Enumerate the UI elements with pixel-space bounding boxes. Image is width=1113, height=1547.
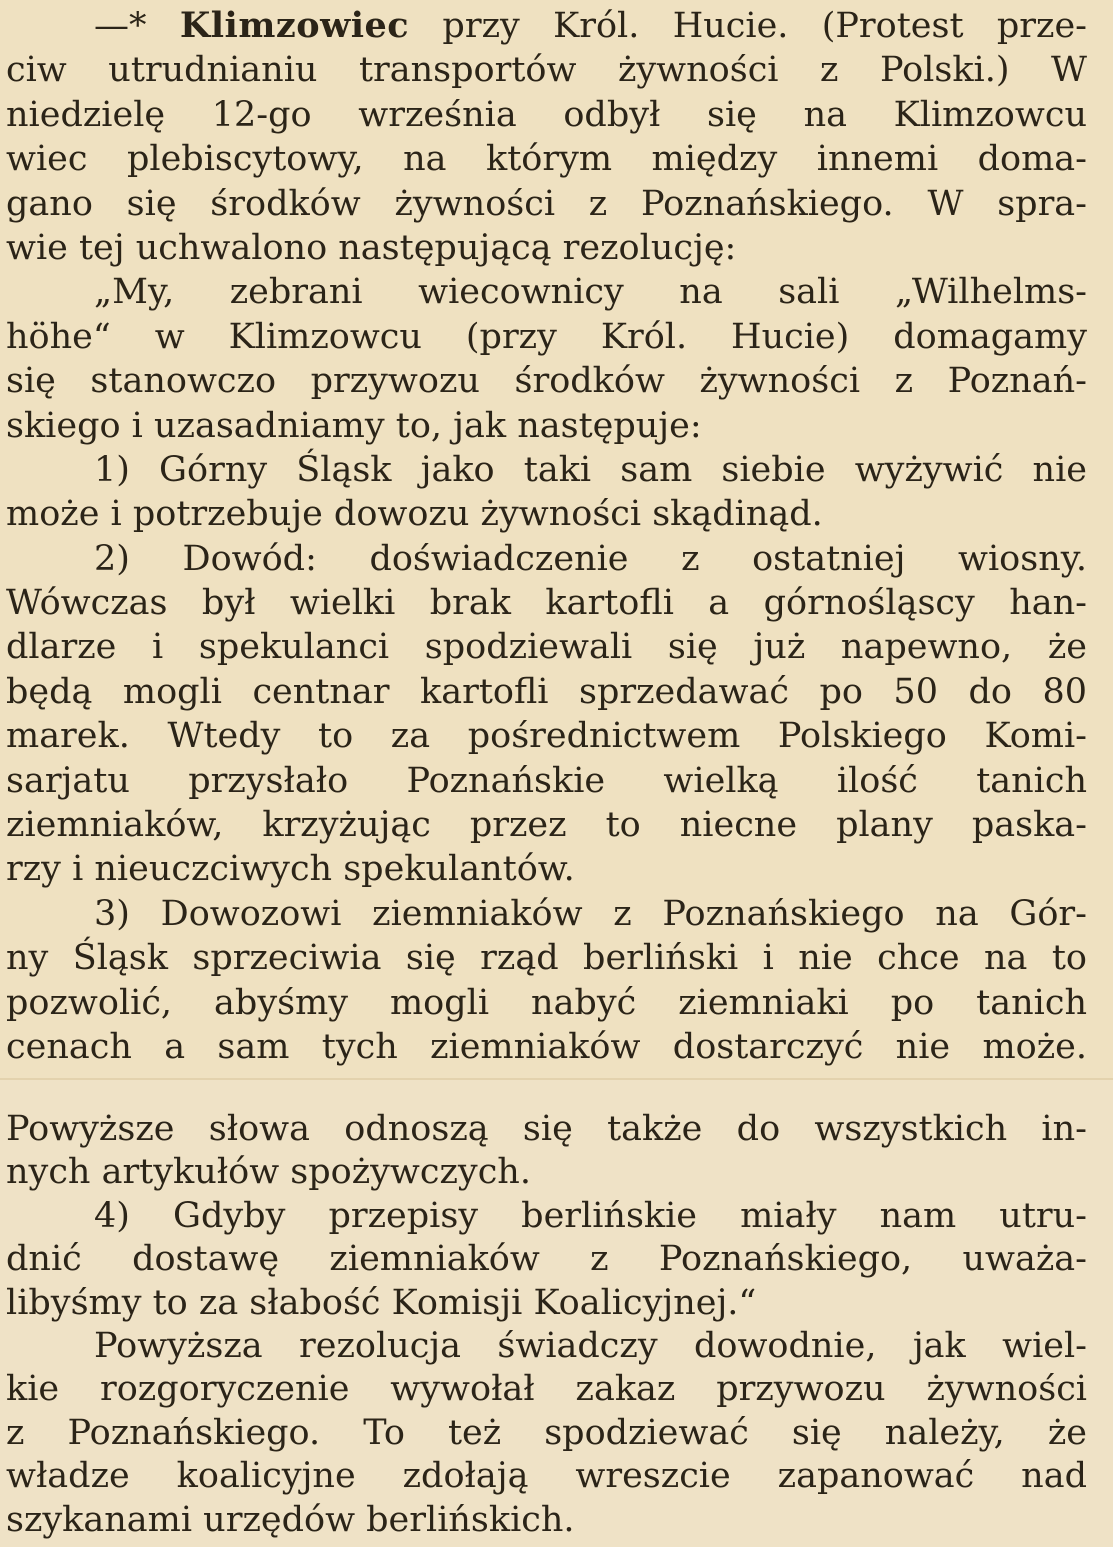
article-text-line: się stanowczo przywozu środków żywności z Poznań- bbox=[6, 361, 1087, 402]
article-text-line: niedzielę 12-go września odbył się na Klimzowcu bbox=[6, 94, 1087, 135]
article-text-line: Powyższe słowa odnoszą się także do wszystkich in- bbox=[6, 1109, 1087, 1149]
article-text-line: gano się środków żywności z Poznańskiego. W spra- bbox=[6, 183, 1087, 224]
article-text-line: rzy i nieuczciwych spekulantów. bbox=[6, 849, 575, 890]
article-text-line: wie tej uchwalono następującą rezolucję: bbox=[6, 227, 737, 268]
article-text-line: 1) Górny Śląsk jako taki sam siebie wyżywić nie bbox=[94, 449, 1087, 490]
article-text-line: cenach a sam tych ziemniaków dostarczyć nie może. bbox=[6, 1026, 1087, 1067]
article-text-line: 4) Gdyby przepisy berlińskie miały nam utru- bbox=[94, 1195, 1087, 1236]
headline-line-text: przy Król. Hucie. (Protest prze- bbox=[409, 6, 1087, 46]
article-text-line: libyśmy to za słabość Komisji Koalicyjnej.“ bbox=[6, 1282, 757, 1323]
article-text-line: będą mogli centnar kartofli sprzedawać po 50 do 80 bbox=[6, 671, 1087, 712]
article-text-line: ziemniaków, krzyżując przez to niecne plany paska- bbox=[6, 805, 1087, 846]
article-text-line: skiego i uzasadniamy to, jak następuje: bbox=[6, 405, 702, 446]
article-text-line: ciw utrudnianiu transportów żywności z Polski.) W bbox=[6, 50, 1087, 91]
article-text-line: kie rozgoryczenie wywołał zakaz przywozu żywności bbox=[6, 1369, 1087, 1410]
article-text-line: dnić dostawę ziemniaków z Poznańskiego, uważa- bbox=[6, 1239, 1087, 1280]
article-text-line: władze koalicyjne zdołają wreszcie zapanować nad bbox=[6, 1456, 1087, 1497]
article-text-line: „My, zebrani wiecownicy na sali „Wilhelms- bbox=[94, 272, 1087, 313]
article-text-line: wiec plebiscytowy, na którym między innemi doma- bbox=[6, 139, 1087, 180]
article-text-line: Powyższa rezolucja świadczy dowodnie, jak wiel- bbox=[94, 1325, 1087, 1366]
article-text-line: nych artykułów spożywczych. bbox=[6, 1152, 531, 1193]
article-text-line: Wówczas był wielki brak kartofli a górnośląscy han- bbox=[6, 583, 1087, 624]
article-text-line: marek. Wtedy to za pośrednictwem Polskiego Komi- bbox=[6, 716, 1087, 757]
article-headline-line bbox=[6, 4, 1087, 48]
article-text-line: ny Śląsk sprzeciwia się rząd berliński i nie chce na to bbox=[6, 938, 1087, 979]
article-text-line: może i potrzebuje dowozu żywności skądinąd. bbox=[6, 494, 823, 535]
headline-lead-mark: —* bbox=[94, 6, 180, 46]
headline-place-name: Klimzowiec bbox=[179, 5, 410, 46]
article-text-line: pozwolić, abyśmy mogli nabyć ziemniaki po tanich bbox=[6, 982, 1087, 1023]
article-text-line: z Poznańskiego. To też spodziewać się należy, że bbox=[6, 1412, 1087, 1453]
article-top-body bbox=[6, 48, 1087, 1069]
article-text-line: sarjatu przysłało Poznańskie wielką ilość tanich bbox=[6, 760, 1087, 801]
article-text-line: szykanami urzędów berlińskich. bbox=[6, 1499, 575, 1540]
article-text-line: dlarze i spekulanci spodziewali się już napewno, że bbox=[6, 627, 1087, 668]
article-bottom-body bbox=[6, 1108, 1087, 1542]
article-text-line: 3) Dowozowi ziemniaków z Poznańskiego na Gór- bbox=[94, 893, 1087, 934]
article-text-line: 2) Dowód: doświadczenie z ostatniej wiosny. bbox=[94, 538, 1087, 579]
article-clipping-bottom bbox=[0, 1080, 1113, 1547]
article-text-line: höhe“ w Klimzowcu (przy Król. Hucie) domagamy bbox=[6, 316, 1087, 357]
